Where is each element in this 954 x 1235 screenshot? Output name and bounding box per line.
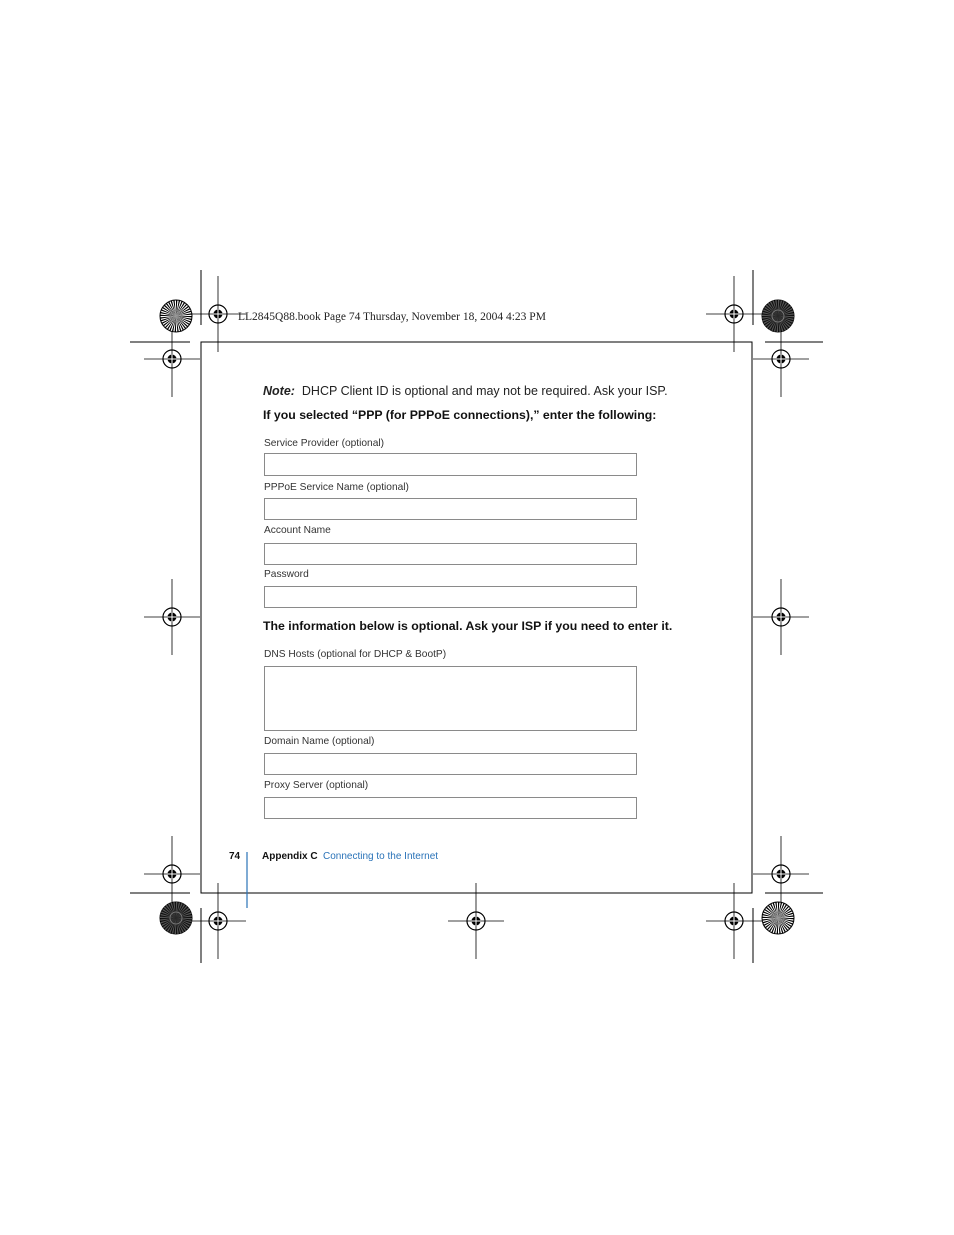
- domain-name-label: Domain Name (optional): [264, 736, 375, 747]
- registration-mark-icon: [144, 836, 200, 912]
- pppoe-service-name-label: PPPoE Service Name (optional): [264, 482, 409, 493]
- page-number: 74: [229, 851, 241, 862]
- pppoe-heading: If you selected “PPP (for PPPoE connections),” enter the following:: [263, 408, 657, 422]
- registration-mark-icon: [190, 883, 246, 959]
- proxy-server-field[interactable]: [264, 797, 637, 819]
- service-provider-field[interactable]: [264, 453, 637, 476]
- domain-name-field[interactable]: [264, 753, 637, 775]
- star-target-icon: [762, 300, 794, 332]
- star-target-icon: [762, 902, 794, 934]
- registration-mark-icon: [753, 321, 809, 397]
- registration-mark-icon: [144, 321, 200, 397]
- registration-mark-icon: [144, 579, 200, 655]
- optional-heading: The information below is optional. Ask your ISP if you need to enter it.: [263, 619, 673, 633]
- dns-hosts-field[interactable]: [264, 666, 637, 731]
- star-target-icon: [160, 300, 192, 332]
- registration-mark-icon: [753, 579, 809, 655]
- password-field[interactable]: [264, 586, 637, 608]
- registration-mark-icon: [706, 883, 762, 959]
- account-name-label: Account Name: [264, 525, 331, 536]
- registration-mark-icon: [706, 276, 762, 352]
- footer-appendix: Appendix C: [262, 851, 318, 862]
- note-paragraph: [263, 384, 668, 398]
- proxy-server-label: Proxy Server (optional): [264, 780, 369, 791]
- service-provider-label: Service Provider (optional): [264, 438, 385, 449]
- password-label: Password: [264, 569, 309, 580]
- pppoe-service-name-field[interactable]: [264, 498, 637, 520]
- note-prefix: Note:: [263, 384, 295, 398]
- footer-chapter-title: Connecting to the Internet: [323, 851, 439, 862]
- print-header: LL2845Q88.book Page 74 Thursday, November 18, 2004 4:23 PM: [238, 311, 546, 323]
- registration-mark-icon: [753, 836, 809, 912]
- star-target-icon: [160, 902, 192, 934]
- note-text: DHCP Client ID is optional and may not be required. Ask your ISP.: [301, 384, 668, 398]
- registration-mark-icon: [448, 883, 504, 959]
- account-name-field[interactable]: [264, 543, 637, 565]
- dns-hosts-label: DNS Hosts (optional for DHCP & BootP): [264, 649, 447, 660]
